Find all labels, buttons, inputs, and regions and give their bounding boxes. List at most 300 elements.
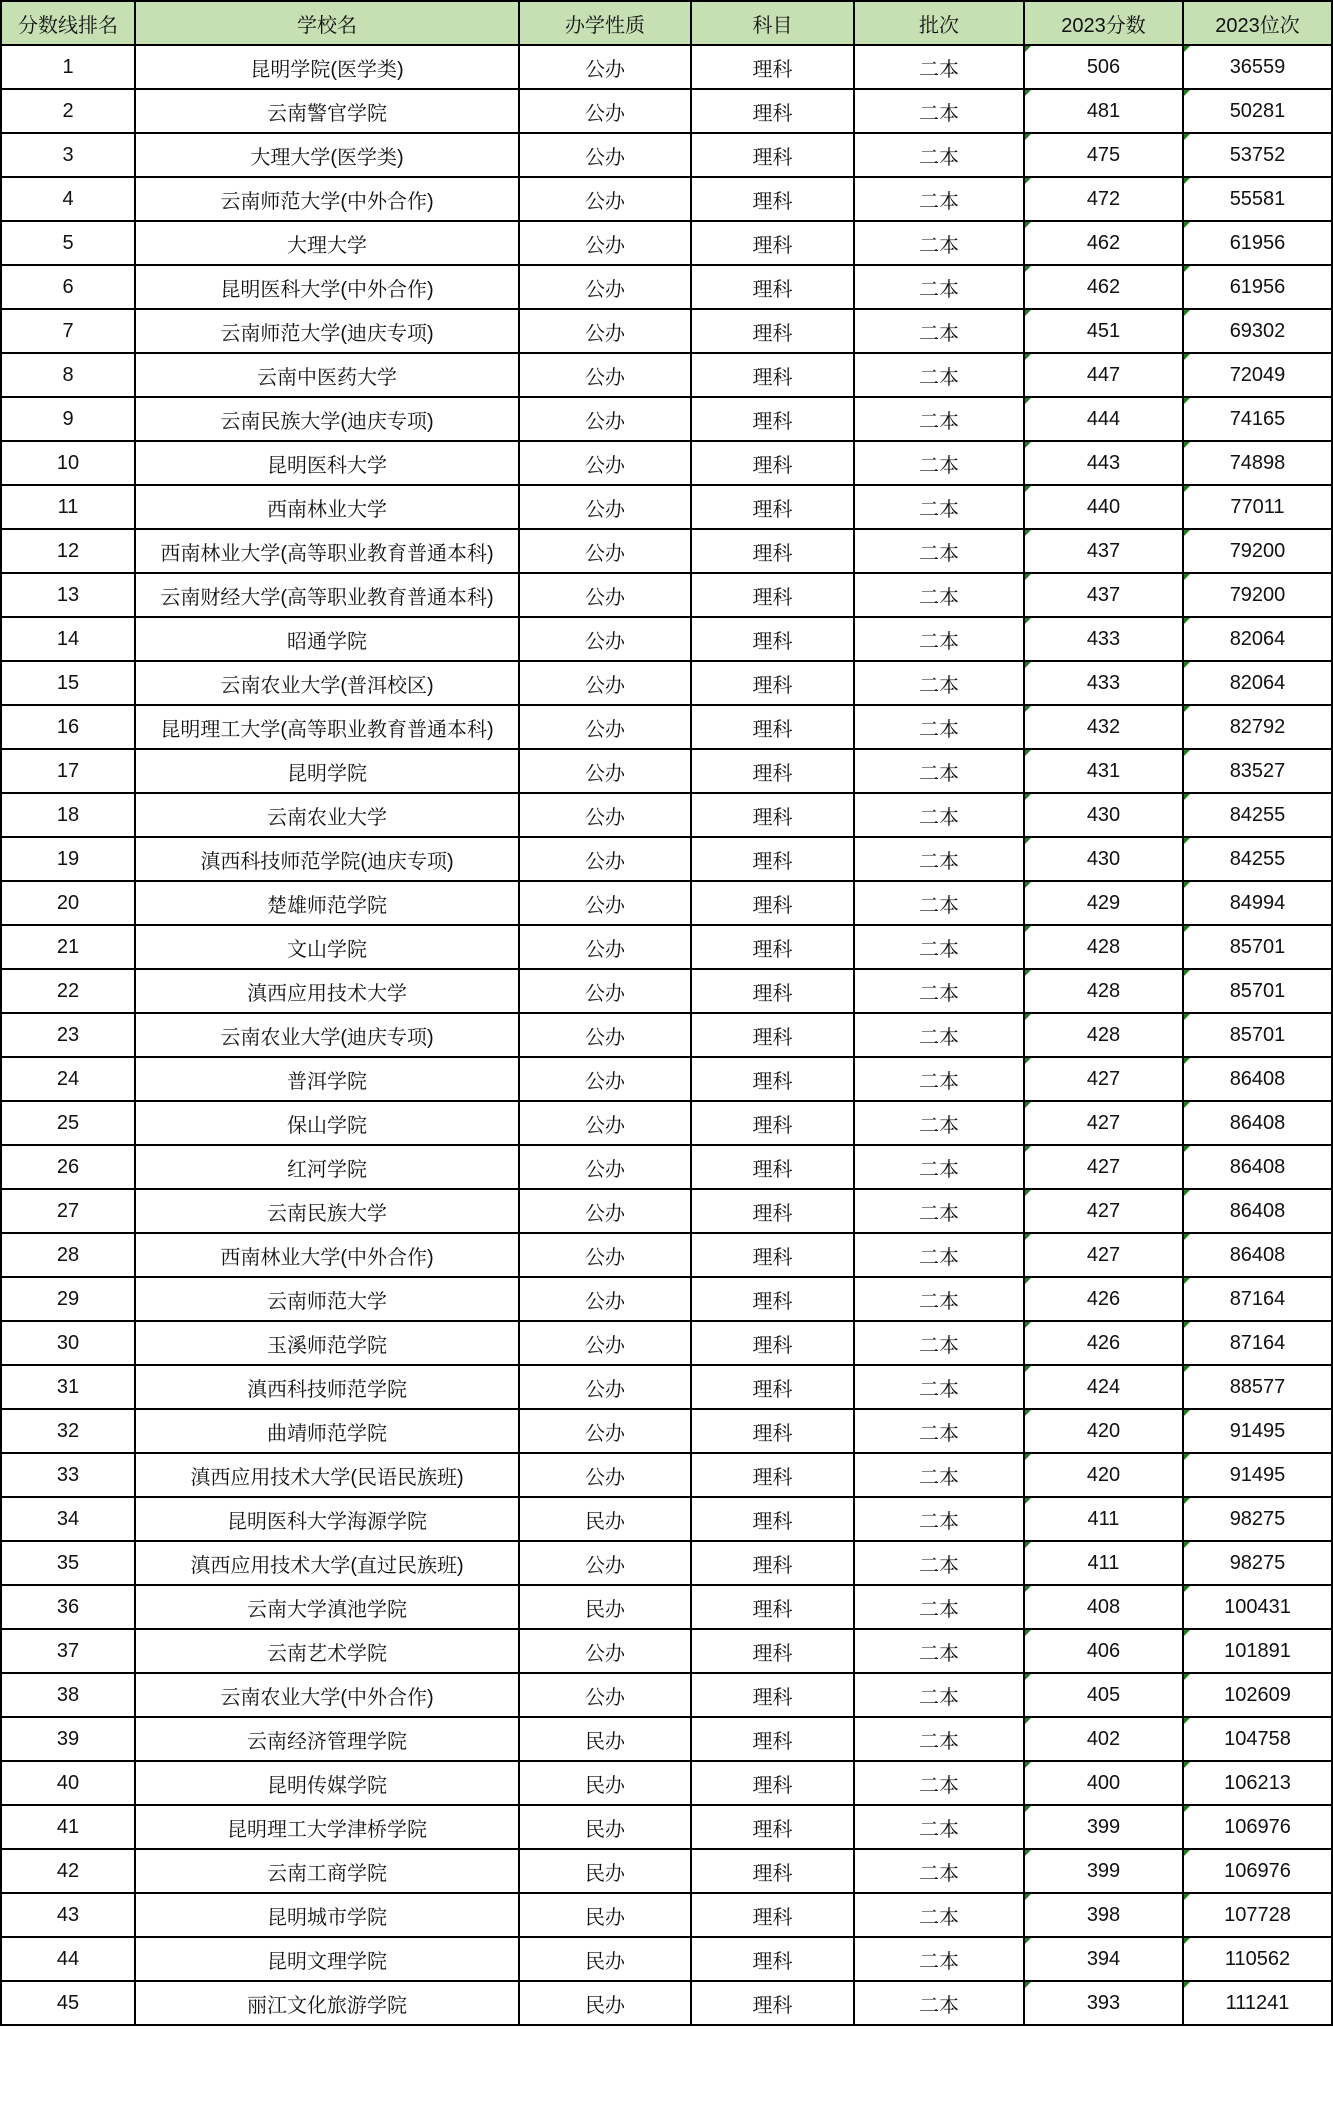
header-batch[interactable]: 批次 bbox=[854, 1, 1024, 45]
cell-rank[interactable]: 18 bbox=[1, 793, 135, 837]
cell-batch[interactable]: 二本 bbox=[854, 925, 1024, 969]
cell-school-type[interactable]: 公办 bbox=[519, 529, 691, 573]
cell-rank[interactable]: 1 bbox=[1, 45, 135, 89]
cell-score[interactable]: 427 bbox=[1024, 1057, 1183, 1101]
cell-subject[interactable]: 理科 bbox=[691, 1409, 854, 1453]
cell-batch[interactable]: 二本 bbox=[854, 1101, 1024, 1145]
cell-rank[interactable]: 7 bbox=[1, 309, 135, 353]
cell-subject[interactable]: 理科 bbox=[691, 881, 854, 925]
cell-score[interactable]: 433 bbox=[1024, 617, 1183, 661]
cell-position[interactable]: 86408 bbox=[1183, 1057, 1332, 1101]
cell-rank[interactable]: 32 bbox=[1, 1409, 135, 1453]
cell-subject[interactable]: 理科 bbox=[691, 485, 854, 529]
cell-school-name[interactable]: 丽江文化旅游学院 bbox=[135, 1981, 519, 2025]
cell-subject[interactable]: 理科 bbox=[691, 529, 854, 573]
cell-score[interactable]: 394 bbox=[1024, 1937, 1183, 1981]
cell-position[interactable]: 87164 bbox=[1183, 1321, 1332, 1365]
cell-subject[interactable]: 理科 bbox=[691, 1365, 854, 1409]
cell-score[interactable]: 426 bbox=[1024, 1277, 1183, 1321]
cell-subject[interactable]: 理科 bbox=[691, 1893, 854, 1937]
cell-batch[interactable]: 二本 bbox=[854, 969, 1024, 1013]
cell-position[interactable]: 106976 bbox=[1183, 1805, 1332, 1849]
header-position-2023[interactable]: 2023位次 bbox=[1183, 1, 1332, 45]
cell-school-name[interactable]: 云南农业大学(普洱校区) bbox=[135, 661, 519, 705]
cell-batch[interactable]: 二本 bbox=[854, 1321, 1024, 1365]
cell-position[interactable]: 86408 bbox=[1183, 1233, 1332, 1277]
cell-school-type[interactable]: 公办 bbox=[519, 1321, 691, 1365]
cell-school-type[interactable]: 公办 bbox=[519, 1233, 691, 1277]
cell-school-name[interactable]: 云南警官学院 bbox=[135, 89, 519, 133]
cell-school-type[interactable]: 公办 bbox=[519, 353, 691, 397]
cell-batch[interactable]: 二本 bbox=[854, 1585, 1024, 1629]
cell-rank[interactable]: 31 bbox=[1, 1365, 135, 1409]
header-subject[interactable]: 科目 bbox=[691, 1, 854, 45]
cell-rank[interactable]: 27 bbox=[1, 1189, 135, 1233]
cell-position[interactable]: 61956 bbox=[1183, 221, 1332, 265]
cell-position[interactable]: 77011 bbox=[1183, 485, 1332, 529]
cell-school-name[interactable]: 昆明学院(医学类) bbox=[135, 45, 519, 89]
cell-position[interactable]: 86408 bbox=[1183, 1101, 1332, 1145]
cell-batch[interactable]: 二本 bbox=[854, 573, 1024, 617]
cell-position[interactable]: 86408 bbox=[1183, 1145, 1332, 1189]
cell-school-type[interactable]: 民办 bbox=[519, 1717, 691, 1761]
cell-school-type[interactable]: 民办 bbox=[519, 1805, 691, 1849]
cell-position[interactable]: 82064 bbox=[1183, 661, 1332, 705]
cell-score[interactable]: 400 bbox=[1024, 1761, 1183, 1805]
cell-subject[interactable]: 理科 bbox=[691, 1541, 854, 1585]
cell-position[interactable]: 36559 bbox=[1183, 45, 1332, 89]
cell-position[interactable]: 102609 bbox=[1183, 1673, 1332, 1717]
cell-score[interactable]: 428 bbox=[1024, 925, 1183, 969]
cell-score[interactable]: 427 bbox=[1024, 1233, 1183, 1277]
cell-subject[interactable]: 理科 bbox=[691, 749, 854, 793]
cell-rank[interactable]: 17 bbox=[1, 749, 135, 793]
cell-school-type[interactable]: 公办 bbox=[519, 881, 691, 925]
cell-school-name[interactable]: 云南师范大学 bbox=[135, 1277, 519, 1321]
cell-score[interactable]: 426 bbox=[1024, 1321, 1183, 1365]
header-score-2023[interactable]: 2023分数 bbox=[1024, 1, 1183, 45]
cell-subject[interactable]: 理科 bbox=[691, 1233, 854, 1277]
cell-school-name[interactable]: 西南林业大学(中外合作) bbox=[135, 1233, 519, 1277]
cell-subject[interactable]: 理科 bbox=[691, 1629, 854, 1673]
cell-score[interactable]: 420 bbox=[1024, 1453, 1183, 1497]
cell-school-name[interactable]: 大理大学 bbox=[135, 221, 519, 265]
cell-subject[interactable]: 理科 bbox=[691, 1849, 854, 1893]
cell-score[interactable]: 431 bbox=[1024, 749, 1183, 793]
cell-position[interactable]: 104758 bbox=[1183, 1717, 1332, 1761]
cell-rank[interactable]: 6 bbox=[1, 265, 135, 309]
cell-position[interactable]: 84994 bbox=[1183, 881, 1332, 925]
cell-rank[interactable]: 21 bbox=[1, 925, 135, 969]
cell-school-type[interactable]: 公办 bbox=[519, 441, 691, 485]
cell-batch[interactable]: 二本 bbox=[854, 1497, 1024, 1541]
cell-subject[interactable]: 理科 bbox=[691, 45, 854, 89]
cell-subject[interactable]: 理科 bbox=[691, 1981, 854, 2025]
header-rank[interactable]: 分数线排名 bbox=[1, 1, 135, 45]
cell-rank[interactable]: 33 bbox=[1, 1453, 135, 1497]
cell-school-type[interactable]: 民办 bbox=[519, 1937, 691, 1981]
cell-batch[interactable]: 二本 bbox=[854, 1453, 1024, 1497]
cell-school-type[interactable]: 公办 bbox=[519, 793, 691, 837]
cell-school-name[interactable]: 云南艺术学院 bbox=[135, 1629, 519, 1673]
cell-batch[interactable]: 二本 bbox=[854, 793, 1024, 837]
cell-school-type[interactable]: 公办 bbox=[519, 133, 691, 177]
cell-score[interactable]: 399 bbox=[1024, 1849, 1183, 1893]
cell-score[interactable]: 481 bbox=[1024, 89, 1183, 133]
cell-subject[interactable]: 理科 bbox=[691, 1453, 854, 1497]
cell-school-type[interactable]: 公办 bbox=[519, 45, 691, 89]
cell-position[interactable]: 85701 bbox=[1183, 1013, 1332, 1057]
cell-batch[interactable]: 二本 bbox=[854, 705, 1024, 749]
cell-rank[interactable]: 45 bbox=[1, 1981, 135, 2025]
cell-position[interactable]: 53752 bbox=[1183, 133, 1332, 177]
cell-rank[interactable]: 10 bbox=[1, 441, 135, 485]
cell-subject[interactable]: 理科 bbox=[691, 793, 854, 837]
cell-score[interactable]: 427 bbox=[1024, 1101, 1183, 1145]
cell-rank[interactable]: 36 bbox=[1, 1585, 135, 1629]
cell-school-type[interactable]: 公办 bbox=[519, 1189, 691, 1233]
cell-school-name[interactable]: 云南农业大学(迪庆专项) bbox=[135, 1013, 519, 1057]
cell-school-name[interactable]: 保山学院 bbox=[135, 1101, 519, 1145]
cell-score[interactable]: 444 bbox=[1024, 397, 1183, 441]
cell-rank[interactable]: 44 bbox=[1, 1937, 135, 1981]
cell-score[interactable]: 427 bbox=[1024, 1189, 1183, 1233]
cell-school-name[interactable]: 云南师范大学(迪庆专项) bbox=[135, 309, 519, 353]
cell-batch[interactable]: 二本 bbox=[854, 133, 1024, 177]
cell-school-name[interactable]: 云南民族大学 bbox=[135, 1189, 519, 1233]
cell-subject[interactable]: 理科 bbox=[691, 265, 854, 309]
cell-rank[interactable]: 22 bbox=[1, 969, 135, 1013]
cell-position[interactable]: 106213 bbox=[1183, 1761, 1332, 1805]
cell-score[interactable]: 437 bbox=[1024, 529, 1183, 573]
cell-position[interactable]: 106976 bbox=[1183, 1849, 1332, 1893]
cell-subject[interactable]: 理科 bbox=[691, 1937, 854, 1981]
cell-score[interactable]: 428 bbox=[1024, 1013, 1183, 1057]
cell-school-type[interactable]: 公办 bbox=[519, 1541, 691, 1585]
cell-school-type[interactable]: 民办 bbox=[519, 1761, 691, 1805]
header-school-name[interactable]: 学校名 bbox=[135, 1, 519, 45]
cell-batch[interactable]: 二本 bbox=[854, 45, 1024, 89]
cell-rank[interactable]: 26 bbox=[1, 1145, 135, 1189]
cell-rank[interactable]: 20 bbox=[1, 881, 135, 925]
cell-position[interactable]: 85701 bbox=[1183, 925, 1332, 969]
cell-school-type[interactable]: 公办 bbox=[519, 617, 691, 661]
cell-subject[interactable]: 理科 bbox=[691, 177, 854, 221]
cell-rank[interactable]: 28 bbox=[1, 1233, 135, 1277]
cell-subject[interactable]: 理科 bbox=[691, 1717, 854, 1761]
cell-school-name[interactable]: 普洱学院 bbox=[135, 1057, 519, 1101]
cell-position[interactable]: 87164 bbox=[1183, 1277, 1332, 1321]
cell-position[interactable]: 88577 bbox=[1183, 1365, 1332, 1409]
cell-position[interactable]: 61956 bbox=[1183, 265, 1332, 309]
cell-school-name[interactable]: 云南财经大学(高等职业教育普通本科) bbox=[135, 573, 519, 617]
cell-batch[interactable]: 二本 bbox=[854, 397, 1024, 441]
cell-position[interactable]: 91495 bbox=[1183, 1453, 1332, 1497]
cell-position[interactable]: 82792 bbox=[1183, 705, 1332, 749]
cell-rank[interactable]: 5 bbox=[1, 221, 135, 265]
cell-subject[interactable]: 理科 bbox=[691, 925, 854, 969]
cell-school-name[interactable]: 昆明理工大学(高等职业教育普通本科) bbox=[135, 705, 519, 749]
cell-school-name[interactable]: 楚雄师范学院 bbox=[135, 881, 519, 925]
cell-subject[interactable]: 理科 bbox=[691, 221, 854, 265]
cell-rank[interactable]: 15 bbox=[1, 661, 135, 705]
cell-score[interactable]: 427 bbox=[1024, 1145, 1183, 1189]
cell-school-name[interactable]: 滇西科技师范学院 bbox=[135, 1365, 519, 1409]
cell-batch[interactable]: 二本 bbox=[854, 1189, 1024, 1233]
cell-score[interactable]: 447 bbox=[1024, 353, 1183, 397]
cell-school-name[interactable]: 西南林业大学 bbox=[135, 485, 519, 529]
cell-rank[interactable]: 9 bbox=[1, 397, 135, 441]
cell-school-name[interactable]: 红河学院 bbox=[135, 1145, 519, 1189]
cell-rank[interactable]: 29 bbox=[1, 1277, 135, 1321]
cell-subject[interactable]: 理科 bbox=[691, 1145, 854, 1189]
cell-batch[interactable]: 二本 bbox=[854, 837, 1024, 881]
cell-position[interactable]: 79200 bbox=[1183, 529, 1332, 573]
cell-subject[interactable]: 理科 bbox=[691, 309, 854, 353]
cell-school-name[interactable]: 云南师范大学(中外合作) bbox=[135, 177, 519, 221]
cell-school-type[interactable]: 公办 bbox=[519, 1409, 691, 1453]
cell-score[interactable]: 424 bbox=[1024, 1365, 1183, 1409]
cell-batch[interactable]: 二本 bbox=[854, 617, 1024, 661]
cell-batch[interactable]: 二本 bbox=[854, 353, 1024, 397]
cell-school-type[interactable]: 公办 bbox=[519, 89, 691, 133]
cell-school-type[interactable]: 公办 bbox=[519, 309, 691, 353]
cell-school-name[interactable]: 昆明文理学院 bbox=[135, 1937, 519, 1981]
cell-school-type[interactable]: 公办 bbox=[519, 705, 691, 749]
cell-rank[interactable]: 13 bbox=[1, 573, 135, 617]
cell-batch[interactable]: 二本 bbox=[854, 309, 1024, 353]
cell-rank[interactable]: 3 bbox=[1, 133, 135, 177]
cell-school-type[interactable]: 公办 bbox=[519, 397, 691, 441]
cell-score[interactable]: 411 bbox=[1024, 1497, 1183, 1541]
cell-rank[interactable]: 30 bbox=[1, 1321, 135, 1365]
cell-subject[interactable]: 理科 bbox=[691, 969, 854, 1013]
cell-subject[interactable]: 理科 bbox=[691, 1013, 854, 1057]
cell-position[interactable]: 84255 bbox=[1183, 793, 1332, 837]
cell-subject[interactable]: 理科 bbox=[691, 1321, 854, 1365]
cell-subject[interactable]: 理科 bbox=[691, 1189, 854, 1233]
cell-score[interactable]: 393 bbox=[1024, 1981, 1183, 2025]
cell-score[interactable]: 437 bbox=[1024, 573, 1183, 617]
cell-subject[interactable]: 理科 bbox=[691, 617, 854, 661]
cell-position[interactable]: 101891 bbox=[1183, 1629, 1332, 1673]
cell-rank[interactable]: 37 bbox=[1, 1629, 135, 1673]
cell-score[interactable]: 405 bbox=[1024, 1673, 1183, 1717]
cell-score[interactable]: 408 bbox=[1024, 1585, 1183, 1629]
cell-school-type[interactable]: 民办 bbox=[519, 1849, 691, 1893]
cell-batch[interactable]: 二本 bbox=[854, 1937, 1024, 1981]
cell-position[interactable]: 79200 bbox=[1183, 573, 1332, 617]
cell-school-name[interactable]: 昆明学院 bbox=[135, 749, 519, 793]
cell-score[interactable]: 429 bbox=[1024, 881, 1183, 925]
cell-position[interactable]: 86408 bbox=[1183, 1189, 1332, 1233]
cell-batch[interactable]: 二本 bbox=[854, 1761, 1024, 1805]
cell-school-name[interactable]: 滇西科技师范学院(迪庆专项) bbox=[135, 837, 519, 881]
cell-school-type[interactable]: 公办 bbox=[519, 1101, 691, 1145]
cell-score[interactable]: 402 bbox=[1024, 1717, 1183, 1761]
cell-rank[interactable]: 25 bbox=[1, 1101, 135, 1145]
cell-school-name[interactable]: 西南林业大学(高等职业教育普通本科) bbox=[135, 529, 519, 573]
cell-subject[interactable]: 理科 bbox=[691, 1497, 854, 1541]
cell-subject[interactable]: 理科 bbox=[691, 89, 854, 133]
cell-rank[interactable]: 11 bbox=[1, 485, 135, 529]
cell-position[interactable]: 69302 bbox=[1183, 309, 1332, 353]
cell-school-type[interactable]: 公办 bbox=[519, 1145, 691, 1189]
cell-school-type[interactable]: 公办 bbox=[519, 485, 691, 529]
cell-batch[interactable]: 二本 bbox=[854, 1629, 1024, 1673]
cell-subject[interactable]: 理科 bbox=[691, 705, 854, 749]
cell-rank[interactable]: 4 bbox=[1, 177, 135, 221]
cell-rank[interactable]: 19 bbox=[1, 837, 135, 881]
cell-school-name[interactable]: 云南大学滇池学院 bbox=[135, 1585, 519, 1629]
cell-batch[interactable]: 二本 bbox=[854, 529, 1024, 573]
cell-batch[interactable]: 二本 bbox=[854, 661, 1024, 705]
cell-position[interactable]: 50281 bbox=[1183, 89, 1332, 133]
cell-score[interactable]: 430 bbox=[1024, 793, 1183, 837]
cell-position[interactable]: 82064 bbox=[1183, 617, 1332, 661]
cell-school-type[interactable]: 公办 bbox=[519, 1673, 691, 1717]
cell-school-type[interactable]: 公办 bbox=[519, 221, 691, 265]
cell-batch[interactable]: 二本 bbox=[854, 1893, 1024, 1937]
cell-school-name[interactable]: 大理大学(医学类) bbox=[135, 133, 519, 177]
cell-score[interactable]: 475 bbox=[1024, 133, 1183, 177]
cell-subject[interactable]: 理科 bbox=[691, 1761, 854, 1805]
cell-batch[interactable]: 二本 bbox=[854, 881, 1024, 925]
cell-school-name[interactable]: 昆明医科大学海源学院 bbox=[135, 1497, 519, 1541]
cell-position[interactable]: 107728 bbox=[1183, 1893, 1332, 1937]
cell-batch[interactable]: 二本 bbox=[854, 749, 1024, 793]
cell-batch[interactable]: 二本 bbox=[854, 1849, 1024, 1893]
cell-score[interactable]: 462 bbox=[1024, 265, 1183, 309]
cell-position[interactable]: 83527 bbox=[1183, 749, 1332, 793]
cell-score[interactable]: 432 bbox=[1024, 705, 1183, 749]
cell-school-name[interactable]: 云南经济管理学院 bbox=[135, 1717, 519, 1761]
cell-batch[interactable]: 二本 bbox=[854, 1145, 1024, 1189]
cell-rank[interactable]: 43 bbox=[1, 1893, 135, 1937]
cell-rank[interactable]: 24 bbox=[1, 1057, 135, 1101]
cell-score[interactable]: 398 bbox=[1024, 1893, 1183, 1937]
cell-batch[interactable]: 二本 bbox=[854, 177, 1024, 221]
cell-score[interactable]: 440 bbox=[1024, 485, 1183, 529]
cell-rank[interactable]: 41 bbox=[1, 1805, 135, 1849]
cell-batch[interactable]: 二本 bbox=[854, 1409, 1024, 1453]
cell-school-name[interactable]: 滇西应用技术大学(直过民族班) bbox=[135, 1541, 519, 1585]
cell-batch[interactable]: 二本 bbox=[854, 221, 1024, 265]
cell-position[interactable]: 55581 bbox=[1183, 177, 1332, 221]
cell-school-type[interactable]: 公办 bbox=[519, 573, 691, 617]
cell-position[interactable]: 74898 bbox=[1183, 441, 1332, 485]
cell-school-type[interactable]: 民办 bbox=[519, 1585, 691, 1629]
cell-rank[interactable]: 38 bbox=[1, 1673, 135, 1717]
cell-school-type[interactable]: 民办 bbox=[519, 1497, 691, 1541]
cell-school-name[interactable]: 云南农业大学 bbox=[135, 793, 519, 837]
cell-position[interactable]: 111241 bbox=[1183, 1981, 1332, 2025]
cell-school-name[interactable]: 曲靖师范学院 bbox=[135, 1409, 519, 1453]
cell-school-name[interactable]: 云南中医药大学 bbox=[135, 353, 519, 397]
cell-rank[interactable]: 16 bbox=[1, 705, 135, 749]
cell-rank[interactable]: 12 bbox=[1, 529, 135, 573]
cell-score[interactable]: 451 bbox=[1024, 309, 1183, 353]
cell-batch[interactable]: 二本 bbox=[854, 1277, 1024, 1321]
cell-batch[interactable]: 二本 bbox=[854, 1673, 1024, 1717]
cell-batch[interactable]: 二本 bbox=[854, 441, 1024, 485]
cell-subject[interactable]: 理科 bbox=[691, 397, 854, 441]
cell-school-name[interactable]: 云南农业大学(中外合作) bbox=[135, 1673, 519, 1717]
cell-rank[interactable]: 35 bbox=[1, 1541, 135, 1585]
cell-school-type[interactable]: 公办 bbox=[519, 749, 691, 793]
cell-school-type[interactable]: 公办 bbox=[519, 661, 691, 705]
cell-school-name[interactable]: 昆明医科大学(中外合作) bbox=[135, 265, 519, 309]
cell-batch[interactable]: 二本 bbox=[854, 1013, 1024, 1057]
cell-school-type[interactable]: 公办 bbox=[519, 1365, 691, 1409]
cell-school-type[interactable]: 公办 bbox=[519, 837, 691, 881]
cell-position[interactable]: 85701 bbox=[1183, 969, 1332, 1013]
cell-score[interactable]: 472 bbox=[1024, 177, 1183, 221]
header-school-type[interactable]: 办学性质 bbox=[519, 1, 691, 45]
cell-school-name[interactable]: 文山学院 bbox=[135, 925, 519, 969]
cell-position[interactable]: 74165 bbox=[1183, 397, 1332, 441]
cell-school-type[interactable]: 公办 bbox=[519, 177, 691, 221]
cell-rank[interactable]: 40 bbox=[1, 1761, 135, 1805]
cell-batch[interactable]: 二本 bbox=[854, 1981, 1024, 2025]
cell-position[interactable]: 72049 bbox=[1183, 353, 1332, 397]
cell-school-name[interactable]: 昆明医科大学 bbox=[135, 441, 519, 485]
cell-school-name[interactable]: 昭通学院 bbox=[135, 617, 519, 661]
cell-school-type[interactable]: 公办 bbox=[519, 1629, 691, 1673]
cell-rank[interactable]: 2 bbox=[1, 89, 135, 133]
cell-score[interactable]: 406 bbox=[1024, 1629, 1183, 1673]
cell-batch[interactable]: 二本 bbox=[854, 265, 1024, 309]
cell-position[interactable]: 91495 bbox=[1183, 1409, 1332, 1453]
cell-rank[interactable]: 39 bbox=[1, 1717, 135, 1761]
cell-school-name[interactable]: 昆明城市学院 bbox=[135, 1893, 519, 1937]
cell-position[interactable]: 84255 bbox=[1183, 837, 1332, 881]
cell-school-type[interactable]: 民办 bbox=[519, 1981, 691, 2025]
cell-batch[interactable]: 二本 bbox=[854, 1233, 1024, 1277]
cell-school-name[interactable]: 滇西应用技术大学(民语民族班) bbox=[135, 1453, 519, 1497]
cell-school-type[interactable]: 公办 bbox=[519, 969, 691, 1013]
cell-school-type[interactable]: 公办 bbox=[519, 925, 691, 969]
cell-school-name[interactable]: 昆明理工大学津桥学院 bbox=[135, 1805, 519, 1849]
cell-batch[interactable]: 二本 bbox=[854, 1717, 1024, 1761]
cell-position[interactable]: 98275 bbox=[1183, 1497, 1332, 1541]
cell-batch[interactable]: 二本 bbox=[854, 1057, 1024, 1101]
cell-rank[interactable]: 14 bbox=[1, 617, 135, 661]
cell-score[interactable]: 506 bbox=[1024, 45, 1183, 89]
cell-subject[interactable]: 理科 bbox=[691, 1101, 854, 1145]
cell-batch[interactable]: 二本 bbox=[854, 89, 1024, 133]
cell-subject[interactable]: 理科 bbox=[691, 441, 854, 485]
cell-score[interactable]: 411 bbox=[1024, 1541, 1183, 1585]
cell-score[interactable]: 428 bbox=[1024, 969, 1183, 1013]
cell-subject[interactable]: 理科 bbox=[691, 353, 854, 397]
cell-position[interactable]: 100431 bbox=[1183, 1585, 1332, 1629]
cell-school-type[interactable]: 民办 bbox=[519, 1893, 691, 1937]
cell-subject[interactable]: 理科 bbox=[691, 133, 854, 177]
cell-school-name[interactable]: 滇西应用技术大学 bbox=[135, 969, 519, 1013]
cell-school-type[interactable]: 公办 bbox=[519, 1453, 691, 1497]
cell-batch[interactable]: 二本 bbox=[854, 1805, 1024, 1849]
cell-batch[interactable]: 二本 bbox=[854, 485, 1024, 529]
cell-rank[interactable]: 23 bbox=[1, 1013, 135, 1057]
cell-school-name[interactable]: 云南民族大学(迪庆专项) bbox=[135, 397, 519, 441]
cell-subject[interactable]: 理科 bbox=[691, 837, 854, 881]
cell-rank[interactable]: 8 bbox=[1, 353, 135, 397]
cell-score[interactable]: 399 bbox=[1024, 1805, 1183, 1849]
cell-subject[interactable]: 理科 bbox=[691, 1057, 854, 1101]
cell-score[interactable]: 433 bbox=[1024, 661, 1183, 705]
cell-school-type[interactable]: 公办 bbox=[519, 1277, 691, 1321]
